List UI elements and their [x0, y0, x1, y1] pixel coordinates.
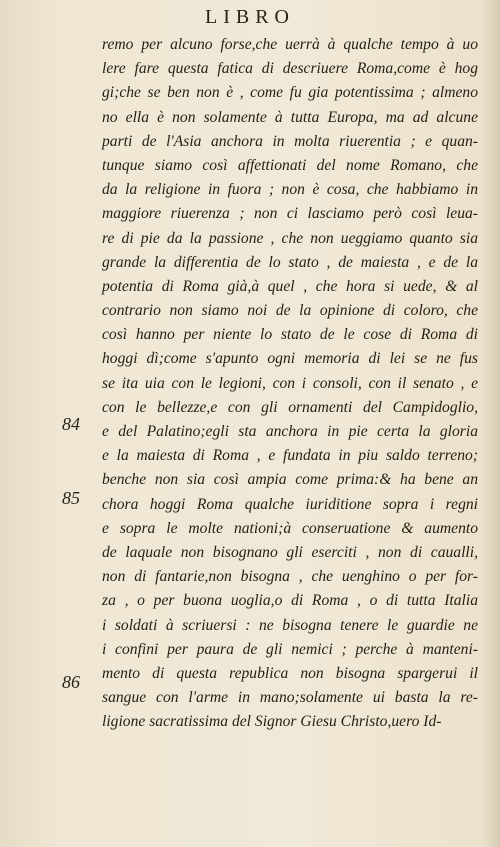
text-line: i confini per paura de gli nemici ; perche à manteni- [102, 640, 478, 658]
text-line: remo per alcuno forse,che uerrà à qualche tempo à uo [102, 36, 478, 53]
text-line: re di pie da la passione , che non ueggiamo quanto sia [102, 229, 478, 247]
text-line: ligione sacratissima del Signor Giesu Christo,uero Id- [102, 713, 442, 731]
text-line: e la maiesta di Roma , e fundata in piu saldo terreno; [102, 447, 478, 465]
text-line: benche non sia così ampia come prima:& ha bene an [102, 471, 478, 489]
text-line: de laquale non bisognano gli eserciti , non di caualli, [102, 543, 478, 561]
margin-number: 85 [62, 488, 80, 508]
text-line: parti de l'Asia anchora in molta riuerentia ; e quan- [102, 132, 478, 150]
text-line: i soldati à scriuersi : ne bisogna tenere le guardie ne [102, 616, 478, 634]
running-header: LIBRO [205, 6, 295, 28]
text-line: tunque siamo così affettionati del nome Romano, che [102, 156, 478, 174]
text-line: mento di questa republica non bisogna spargerui il [102, 664, 478, 682]
text-line: non di fantarie,non bisogna , che uenghino o per for- [102, 568, 478, 586]
text-line: e del Palatino;egli sta anchora in pie certa la gloria [102, 423, 478, 440]
page-edge-shadow [482, 0, 500, 847]
text-line: maggiore riuerenza ; non ci lasciamo però così leua- [102, 205, 478, 223]
text-line: e sopra le molte nationi;à conseruatione & aumento [102, 519, 478, 537]
text-line: gi;che se ben non è , come fu gia potentissima ; almeno [102, 84, 478, 102]
text-line: così hanno per niente lo stato de le cose di Roma di [102, 326, 478, 344]
margin-number: 86 [62, 672, 80, 692]
text-line: za , o per buona uoglia,o di Roma , o di tutta Italia [102, 592, 478, 610]
text-line: hoggi dì;come s'apunto ogni memoria di lei se ne fus [102, 350, 478, 368]
margin-number: 84 [62, 414, 80, 434]
text-block [102, 33, 478, 734]
text-line: con le bellezze,e con gli ornamenti del Campidoglio, [102, 398, 478, 416]
text-line: da la religione in fuora ; non è cosa, che habbiamo in [102, 181, 478, 199]
text-line: contrario non siamo noi de la opinione di coloro, che [102, 302, 478, 320]
text-line: chora hoggi Roma qualche iuriditione sopra i regni [102, 495, 478, 513]
text-line: se ita uia con le legioni, con i consoli, con il senato , e [102, 374, 478, 392]
text-line: potentia di Roma già,à quel , che hora si uede, & al [102, 277, 478, 295]
text-line: lere fare questa fatica di descriuere Roma,come è hog [102, 60, 478, 78]
text-line: no ella è non solamente à tutta Europa, ma ad alcune [102, 108, 478, 126]
text-line: sangue con l'arme in mano;solamente ui basta la re- [102, 689, 478, 707]
text-line: grande la differentia de lo stato , de maiesta , e de la [102, 253, 478, 271]
